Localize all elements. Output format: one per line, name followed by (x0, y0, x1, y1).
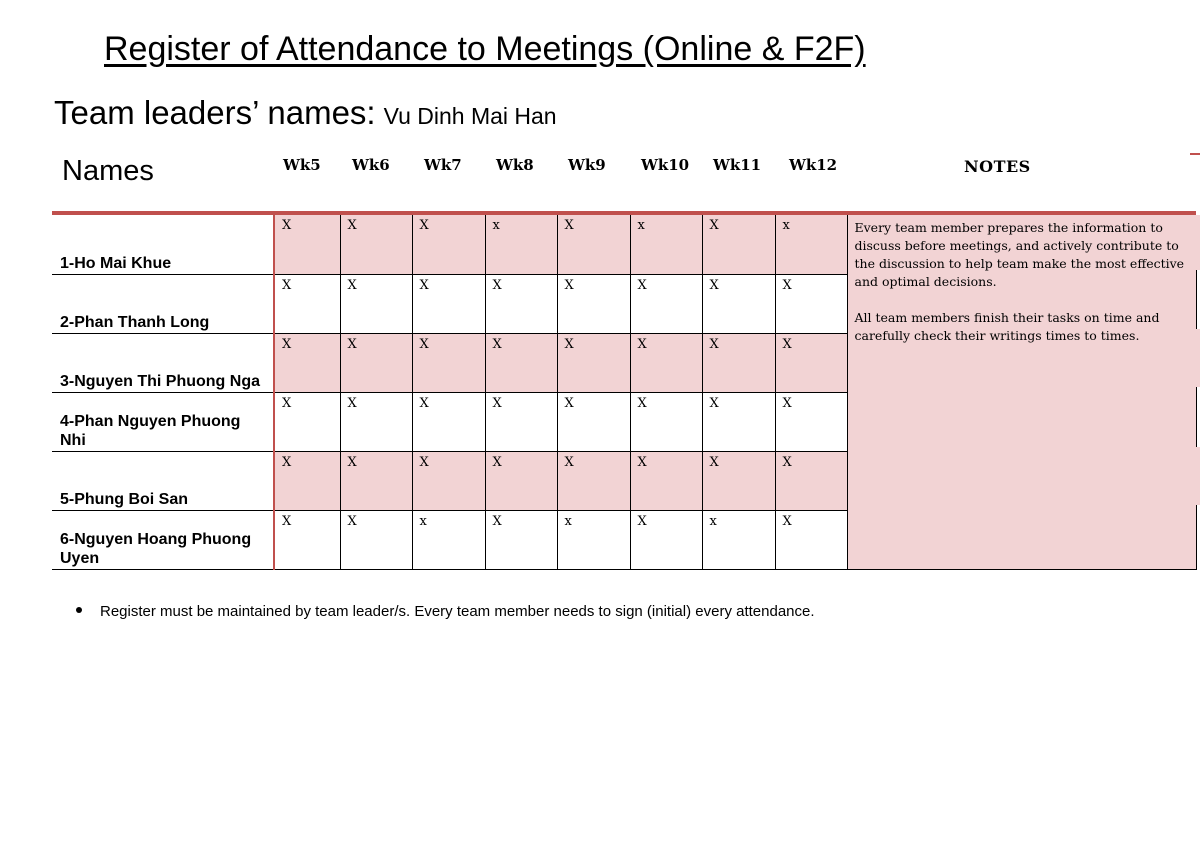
attendance-mark[interactable]: X (485, 333, 557, 392)
attendance-mark[interactable]: x (630, 215, 702, 274)
table-row (52, 215, 1196, 274)
attendance-mark[interactable]: X (557, 451, 630, 510)
attendance-mark[interactable]: X (274, 510, 340, 569)
names-column-header: Names (62, 155, 154, 187)
attendance-mark[interactable]: X (702, 333, 775, 392)
footnote-text: Register must be maintained by team leader/s. Every team member needs to sign (initial) every attendance. (100, 603, 815, 620)
member-name: 2-Phan Thanh Long (52, 274, 274, 333)
attendance-mark[interactable]: X (274, 392, 340, 451)
week-header-wk8: Wk8 (496, 156, 534, 174)
attendance-mark[interactable]: X (702, 274, 775, 333)
attendance-mark[interactable]: x (412, 510, 485, 569)
team-leaders-label: Team leaders’ names: (54, 94, 376, 131)
attendance-mark[interactable]: X (775, 451, 847, 510)
footnote (76, 603, 815, 620)
attendance-mark[interactable]: X (702, 451, 775, 510)
attendance-mark[interactable]: X (274, 333, 340, 392)
attendance-mark[interactable]: X (485, 510, 557, 569)
member-name: 1-Ho Mai Khue (52, 215, 274, 274)
attendance-mark[interactable]: X (630, 510, 702, 569)
attendance-mark[interactable]: X (702, 215, 775, 274)
document-title: Register of Attendance to Meetings (Online & F2F) (104, 30, 866, 68)
attendance-mark[interactable]: X (340, 333, 412, 392)
edge-shade (1196, 329, 1200, 387)
notes-paragraph-2: All team members finish their tasks on time and carefully check their writings times to times. (854, 310, 1160, 343)
attendance-mark[interactable]: X (340, 451, 412, 510)
attendance-mark[interactable]: X (274, 274, 340, 333)
attendance-mark[interactable]: X (485, 392, 557, 451)
attendance-mark[interactable]: X (412, 392, 485, 451)
week-header-wk11: Wk11 (713, 156, 762, 174)
attendance-mark[interactable]: x (557, 510, 630, 569)
week-header-wk10: Wk10 (641, 156, 690, 174)
week-header-wk9: Wk9 (568, 156, 606, 174)
attendance-mark[interactable]: X (340, 215, 412, 274)
attendance-mark[interactable]: X (412, 333, 485, 392)
header-accent-mark (1190, 153, 1200, 155)
attendance-mark[interactable]: X (412, 274, 485, 333)
attendance-mark[interactable]: X (340, 274, 412, 333)
edge-shade (1196, 215, 1200, 270)
week-header-wk6: Wk6 (352, 156, 390, 174)
week-header-wk5: Wk5 (283, 156, 321, 174)
team-leaders-line (54, 94, 557, 132)
attendance-mark[interactable]: X (775, 274, 847, 333)
notes-column-header: NOTES (964, 157, 1031, 176)
bullet-icon (76, 607, 82, 613)
attendance-mark[interactable]: X (630, 451, 702, 510)
member-name: 3-Nguyen Thi Phuong Nga (52, 333, 274, 392)
attendance-mark[interactable]: X (557, 274, 630, 333)
attendance-mark[interactable]: x (485, 215, 557, 274)
attendance-mark[interactable]: X (340, 510, 412, 569)
edge-shade (1196, 447, 1200, 505)
attendance-mark[interactable]: X (775, 392, 847, 451)
attendance-mark[interactable]: X (630, 274, 702, 333)
attendance-mark[interactable]: X (340, 392, 412, 451)
notes-cell (847, 215, 1196, 569)
attendance-mark[interactable]: X (630, 333, 702, 392)
attendance-mark[interactable]: X (557, 333, 630, 392)
team-leaders-value: Vu Dinh Mai Han (383, 103, 557, 129)
attendance-mark[interactable]: x (702, 510, 775, 569)
attendance-table (52, 211, 1197, 570)
attendance-mark[interactable]: X (412, 451, 485, 510)
attendance-mark[interactable]: X (557, 392, 630, 451)
member-name: 5-Phung Boi San (52, 451, 274, 510)
attendance-mark[interactable]: X (485, 451, 557, 510)
notes-paragraph-1: Every team member prepares the information to discuss before meetings, and actively contribute to the discussion to help team make the most effective and optimal decisions. (854, 220, 1185, 289)
attendance-mark[interactable]: X (274, 451, 340, 510)
member-name: 4-Phan Nguyen Phuong Nhi (52, 392, 274, 451)
attendance-mark[interactable]: X (775, 333, 847, 392)
attendance-mark[interactable]: X (630, 392, 702, 451)
week-header-wk12: Wk12 (789, 156, 838, 174)
attendance-mark[interactable]: X (557, 215, 630, 274)
attendance-mark[interactable]: x (775, 215, 847, 274)
attendance-mark[interactable]: X (775, 510, 847, 569)
attendance-mark[interactable]: X (702, 392, 775, 451)
attendance-mark[interactable]: X (412, 215, 485, 274)
member-name: 6-Nguyen Hoang Phuong Uyen (52, 510, 274, 569)
attendance-mark[interactable]: X (485, 274, 557, 333)
week-header-wk7: Wk7 (424, 156, 462, 174)
attendance-mark[interactable]: X (274, 215, 340, 274)
